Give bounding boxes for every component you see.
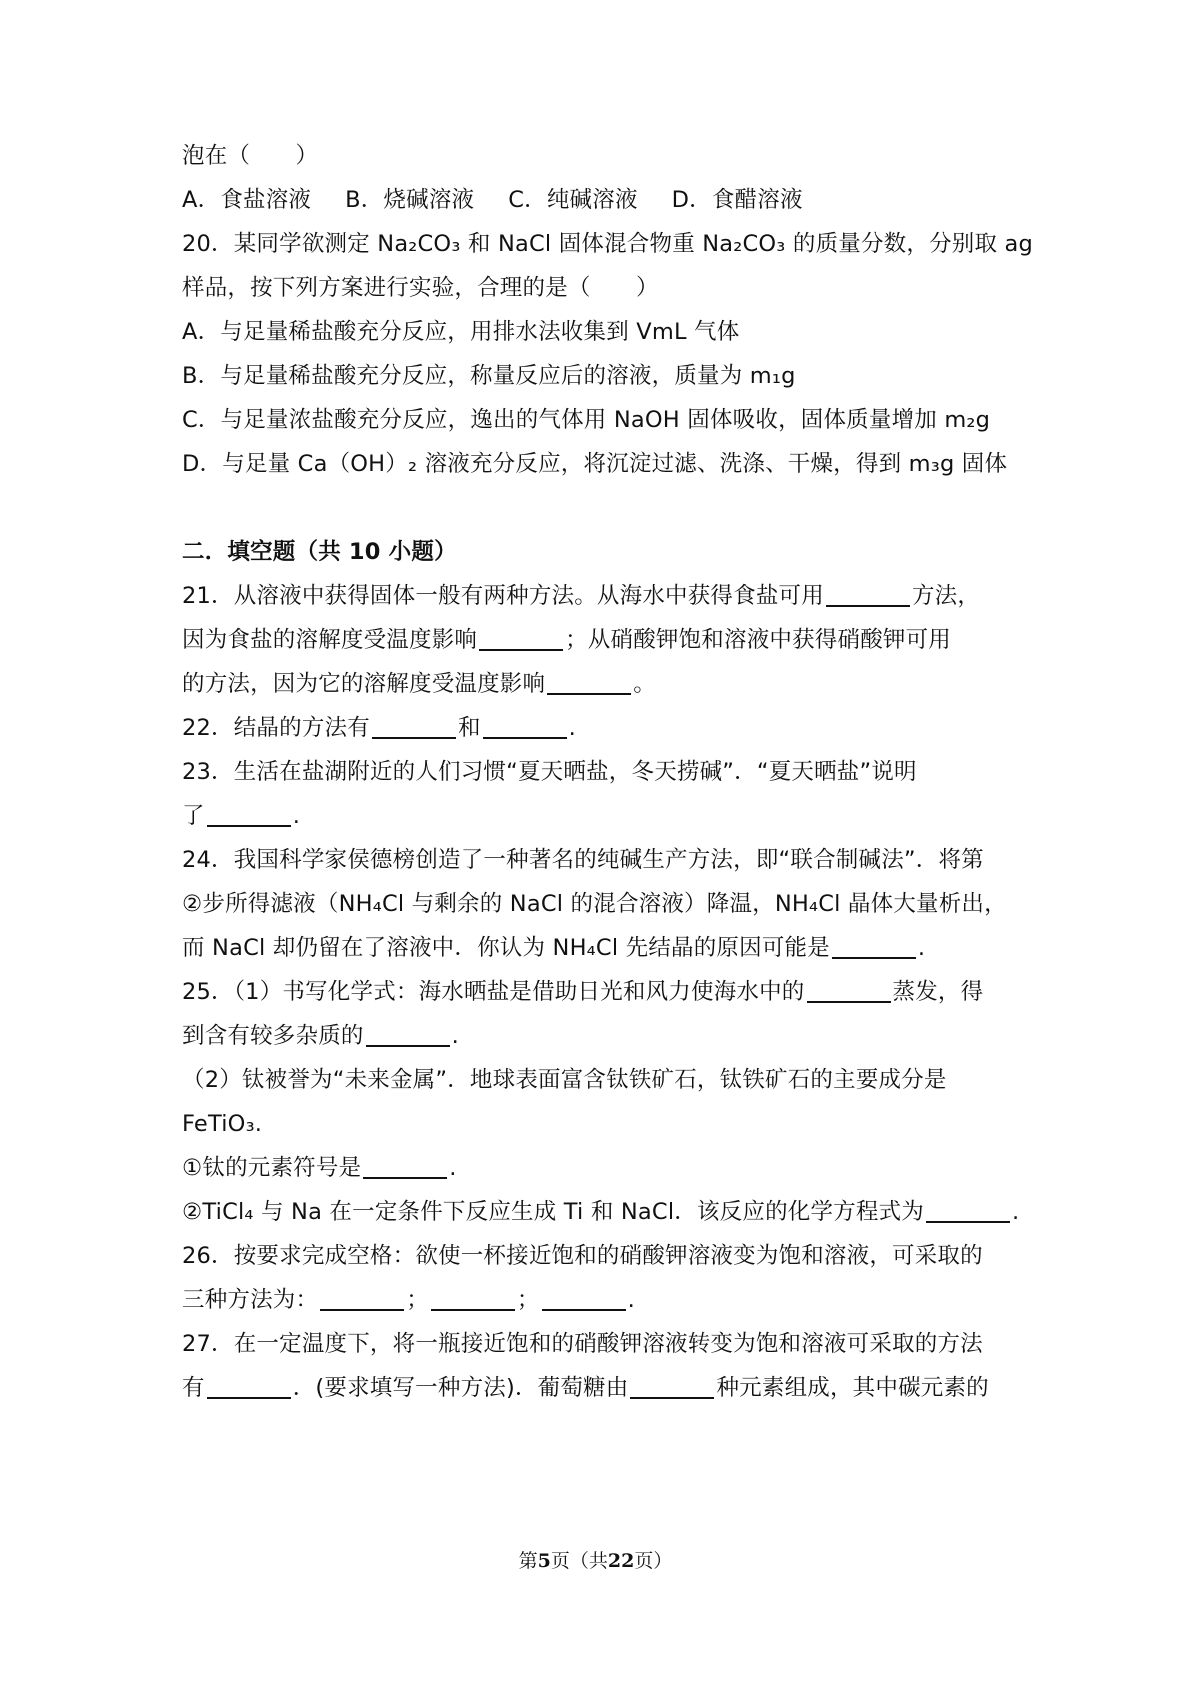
q21-line-3: 的方法，因为它的溶解度受温度影响 。	[182, 664, 1027, 704]
q21-line-1: 21．从溶液中获得固体一般有两种方法。从海水中获得食盐可用 方法，	[182, 576, 1027, 616]
answer-blank	[207, 799, 291, 827]
q25-line-6: ②TiCl₄ 与 Na 在一定条件下反应生成 Ti 和 NaCl．该反应的化学方程式为 .	[182, 1192, 1027, 1232]
q24-line-2: ②步所得滤液（NH₄Cl 与剩余的 NaCl 的混合溶液）降温，NH₄Cl 晶体大量析出，	[182, 891, 1007, 917]
q19-continuation: 泡在（ ）	[182, 143, 319, 169]
q23-line-1: 23．生活在盐湖附近的人们习惯“夏天晒盐，冬天捞碱”．“夏天晒盐”说明	[182, 759, 917, 785]
answer-blank	[366, 1019, 450, 1047]
q19-option-d: D．食醋溶液	[671, 187, 803, 213]
q19-option-b: B．烧碱溶液	[345, 187, 475, 213]
q25-line-3: （2）钛被誉为“未来金属”．地球表面富含钛铁矿石，钛铁矿石的主要成分是	[182, 1067, 947, 1093]
answer-blank	[542, 1283, 626, 1311]
q26-line-2: 三种方法为： ； ； .	[182, 1280, 1027, 1320]
page-number: 5	[537, 1550, 551, 1572]
q23-line-2: 了 .	[182, 796, 1027, 836]
page-total: 22	[607, 1550, 635, 1572]
q19-option-c: C．纯碱溶液	[508, 187, 638, 213]
q20-option-c: C．与足量浓盐酸充分反应，逸出的气体用 NaOH 固体吸收，固体质量增加 m₂g	[182, 407, 991, 433]
q25-line-4: FeTiO₃.	[182, 1111, 263, 1137]
answer-blank	[826, 579, 910, 607]
section-heading: 二．填空题（共 10 小题）	[182, 539, 457, 565]
q20-stem-line-1: 20．某同学欲测定 Na₂CO₃ 和 NaCl 固体混合物重 Na₂CO₃ 的质量分数，分别取 ag	[182, 231, 1034, 257]
answer-blank	[479, 623, 563, 651]
q24-line-3: 而 NaCl 却仍留在了溶液中．你认为 NH₄Cl 先结晶的原因可能是 .	[182, 928, 1027, 968]
q25-line-5: ①钛的元素符号是 .	[182, 1148, 1027, 1188]
answer-blank	[926, 1195, 1010, 1223]
answer-blank	[807, 975, 891, 1003]
q20-option-a: A．与足量稀盐酸充分反应，用排水法收集到 VmL 气体	[182, 319, 740, 345]
q24-line-1: 24．我国科学家侯德榜创造了一种著名的纯碱生产方法，即“联合制碱法”．将第	[182, 847, 984, 873]
q21-line-2: 因为食盐的溶解度受温度影响 ；从硝酸钾饱和溶液中获得硝酸钾可用	[182, 620, 1027, 660]
q26-line-1: 26．按要求完成空格：欲使一杯接近饱和的硝酸钾溶液变为饱和溶液，可采取的	[182, 1243, 983, 1269]
answer-blank	[832, 931, 916, 959]
answer-blank	[547, 667, 631, 695]
q19-options	[182, 180, 1027, 220]
answer-blank	[363, 1151, 447, 1179]
answer-blank	[372, 711, 456, 739]
q25-line-2: 到含有较多杂质的 .	[182, 1016, 1027, 1056]
page-footer: 第5页（共22页）	[518, 1550, 673, 1572]
answer-blank	[207, 1371, 291, 1399]
answer-blank	[630, 1371, 714, 1399]
q20-option-d: D．与足量 Ca（OH）₂ 溶液充分反应，将沉淀过滤、洗涤、干燥，得到 m₃g 固体	[182, 451, 1008, 477]
q20-option-b: B．与足量稀盐酸充分反应，称量反应后的溶液，质量为 m₁g	[182, 363, 796, 389]
q19-option-a: A．食盐溶液	[182, 187, 312, 213]
answer-blank	[320, 1283, 404, 1311]
q27-line-1: 27．在一定温度下，将一瓶接近饱和的硝酸钾溶液转变为饱和溶液可采取的方法	[182, 1331, 983, 1357]
q22-line: 22．结晶的方法有 和 .	[182, 708, 1027, 748]
answer-blank	[483, 711, 567, 739]
q25-line-1: 25．（1）书写化学式：海水晒盐是借助日光和风力使海水中的 蒸发，得	[182, 972, 1027, 1012]
q27-line-2: 有 ．(要求填写一种方法)．葡萄糖由 种元素组成，其中碳元素的	[182, 1368, 1027, 1408]
answer-blank	[431, 1283, 515, 1311]
q20-stem-line-2: 样品，按下列方案进行实验，合理的是（ ）	[182, 275, 659, 301]
